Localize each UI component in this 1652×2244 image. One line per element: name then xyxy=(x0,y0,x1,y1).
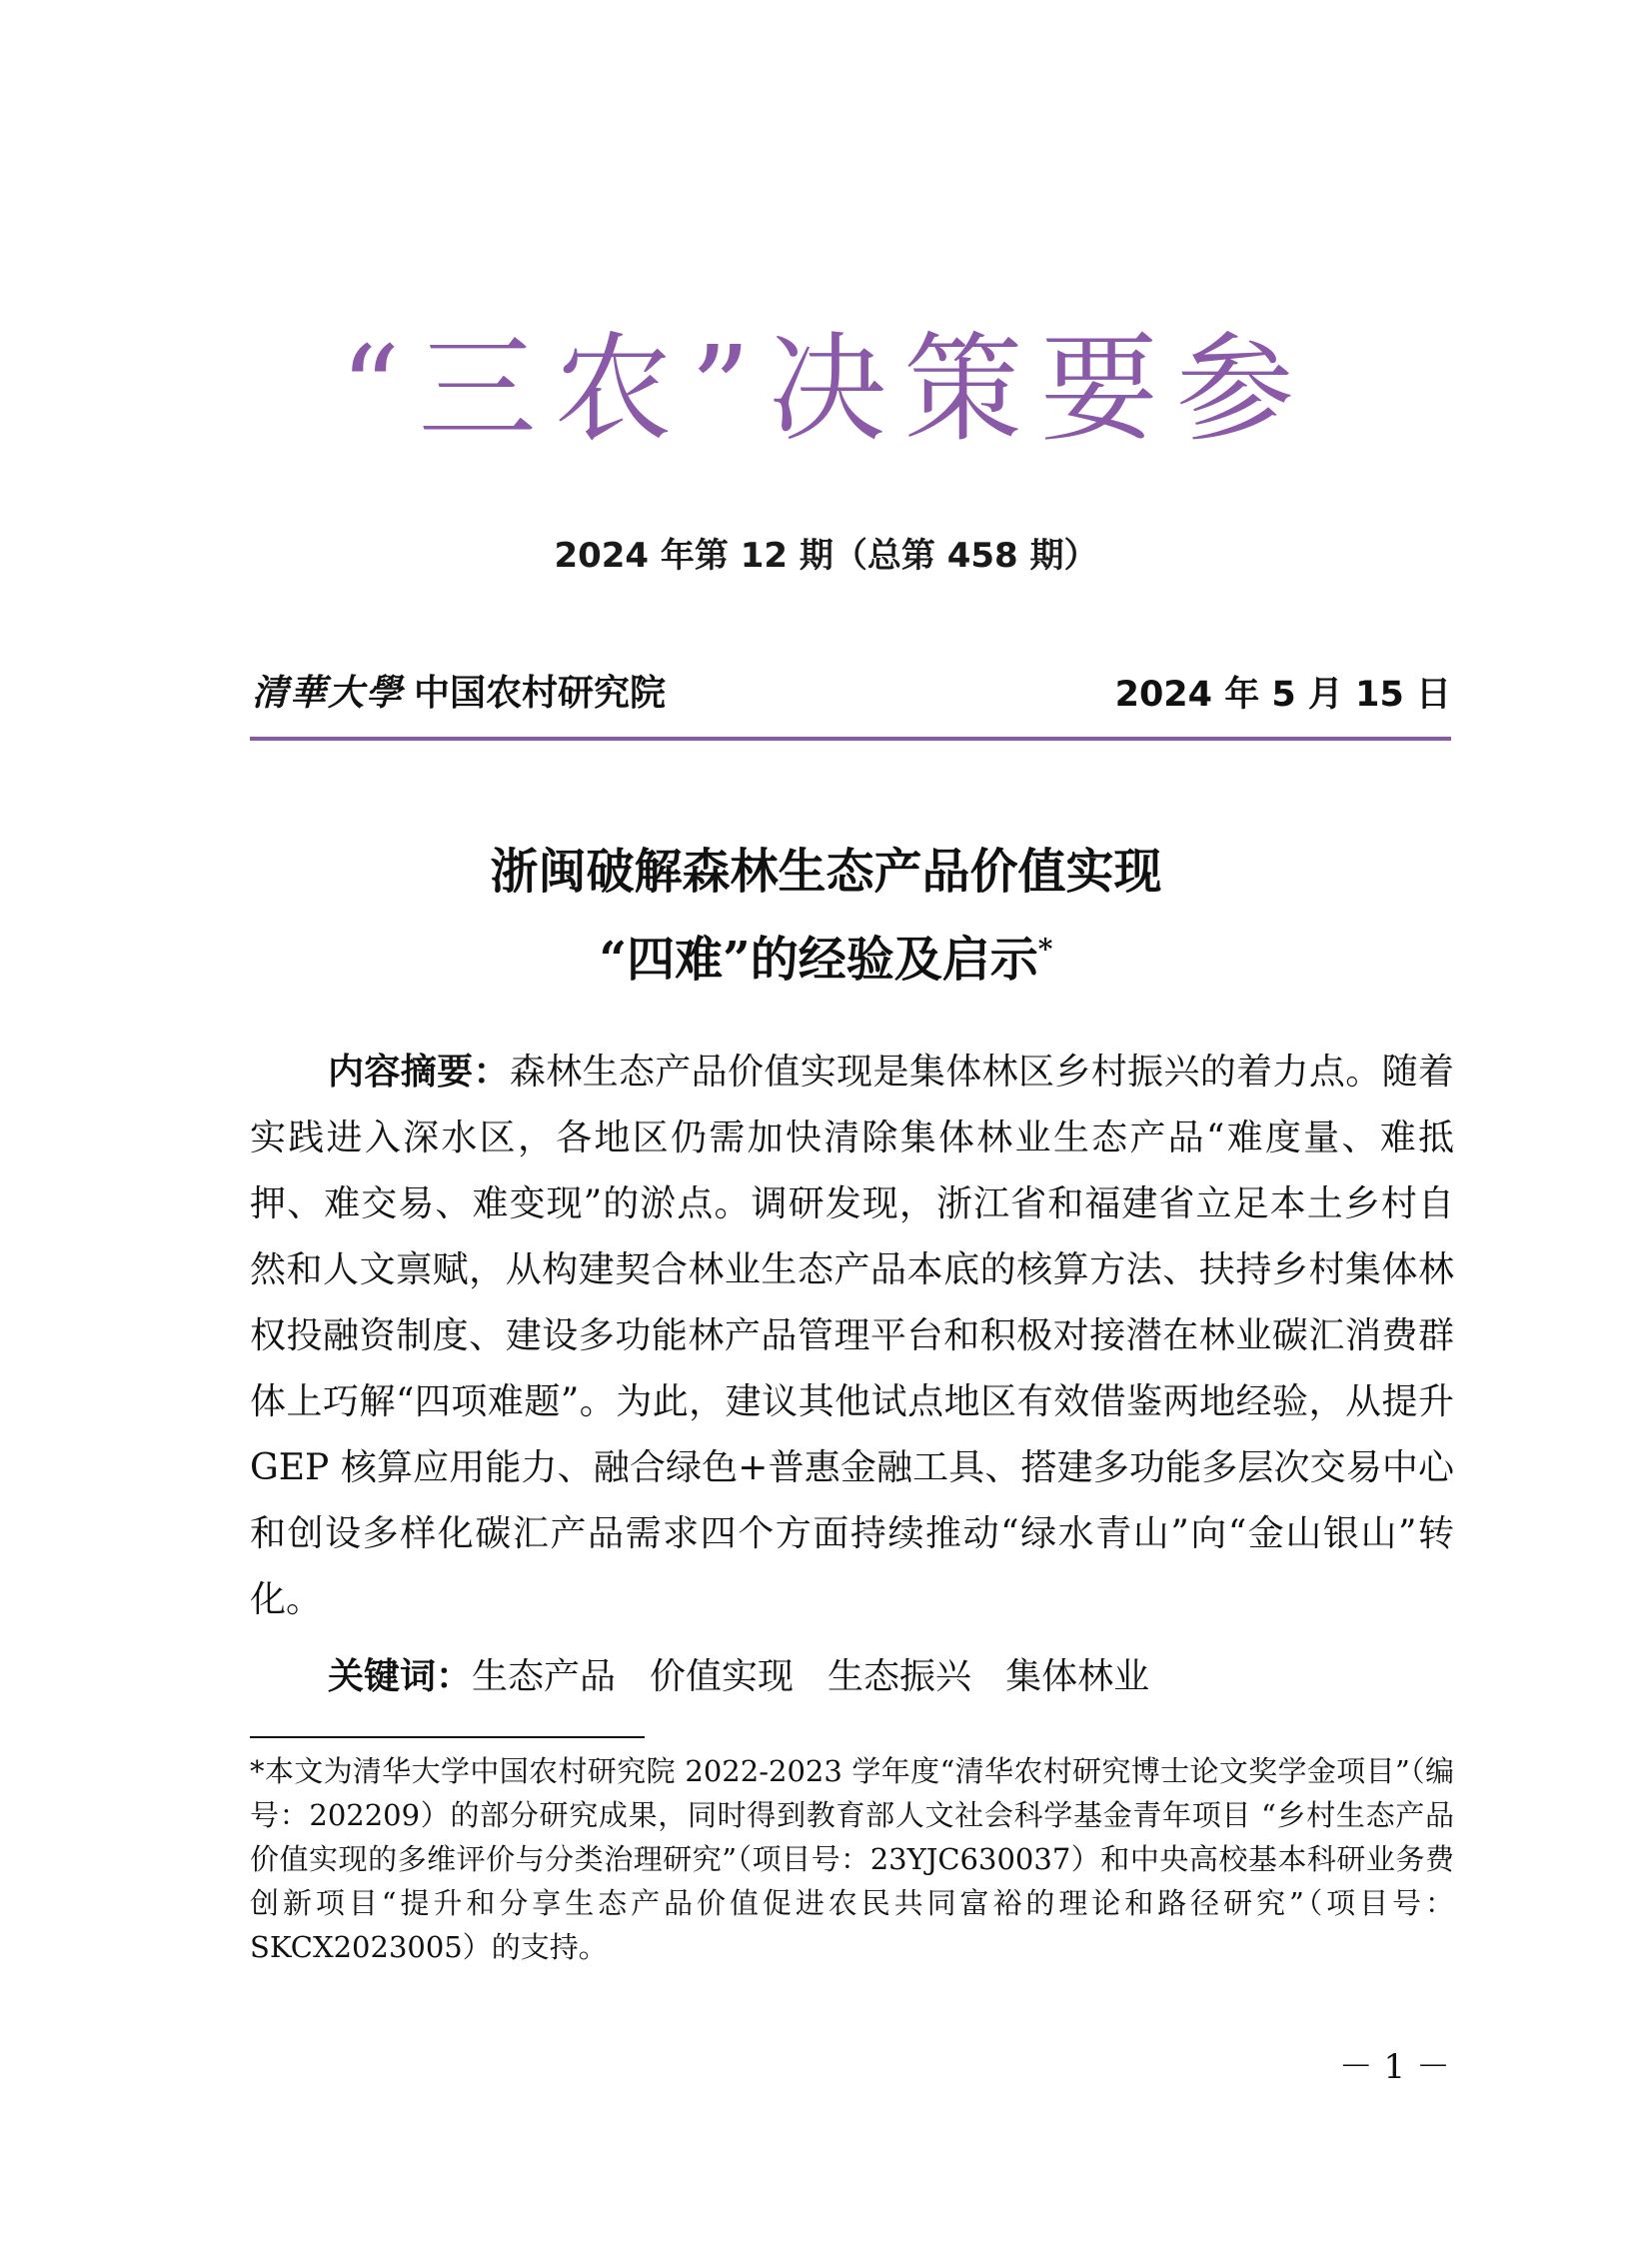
issue-number: 2024 年第 12 期（总第 458 期） xyxy=(554,536,1098,576)
keyword: 集体林业 xyxy=(1005,1656,1150,1697)
abstract-label: 内容摘要： xyxy=(328,1052,510,1093)
header-divider xyxy=(250,737,1451,741)
article-title-line-2-text: “四难”的经验及启示 xyxy=(599,932,1038,988)
abstract-text: 森林生态产品价值实现是集体林区乡村振兴的着力点。随着实践进入深水区，各地区仍需加快清除集体林业生态产品“难度量、难抵押、难交易、难变现”的淤点。调研发现，浙江省和福建省立足本土乡村自然和人文禀赋，从构建契合林业生态产品本底的核算方法、扶持乡村集体林权投融资制度、建设多功能林产品管理平台和积极对接潜在林业碳汇消费群体上巧解“四项难题”。为此，建议其他试点地区有效借鉴两地经验，从提升 GEP 核算应用能力、融合绿色+普惠金融工具、搭建多功能多层次交易中心和创设多样化碳汇产品需求四个方面持续推动“绿水青山”向“金山银山”转化。 xyxy=(250,1052,1454,1620)
keyword: 生态振兴 xyxy=(827,1656,972,1697)
page-number: － 1 － xyxy=(1338,2047,1450,2087)
keywords-label: 关键词： xyxy=(328,1656,473,1697)
publication-date: 2024 年 5 月 15 日 xyxy=(1114,675,1451,715)
article-title xyxy=(0,828,1652,1004)
keyword: 价值实现 xyxy=(650,1656,795,1697)
university-logo: 清華大學 xyxy=(252,672,405,714)
publisher-row xyxy=(252,665,1451,715)
abstract xyxy=(250,1040,1454,1633)
keywords xyxy=(328,1644,1447,1710)
institute-name: 中国农村研究院 xyxy=(414,672,667,714)
footnote-marker: * xyxy=(1037,933,1053,966)
footnote-rule xyxy=(250,1736,645,1738)
article-title-line-2 xyxy=(0,916,1652,1004)
article-title-line-1: 浙闽破解森林生态产品价值实现 xyxy=(490,844,1162,900)
masthead-title: “三农”决策要参 xyxy=(340,320,1312,458)
footnote: *本文为清华大学中国农村研究院 2022-2023 学年度“清华农村研究博士论文奖学金项目”（编号：202209）的部分研究成果，同时得到教育部人文社会科学基金青年项目 “乡村生态产品价值实现的多维评价与分类治理研究”（项目号：23YJC630037）和中央高校基本科研业务费创新项目“提升和分享生态产品价值促进农民共同富裕的理论和路径研究”（项目号：SKCX2023005）的支持。 xyxy=(250,1754,1454,1964)
keyword: 生态产品 xyxy=(472,1656,617,1697)
